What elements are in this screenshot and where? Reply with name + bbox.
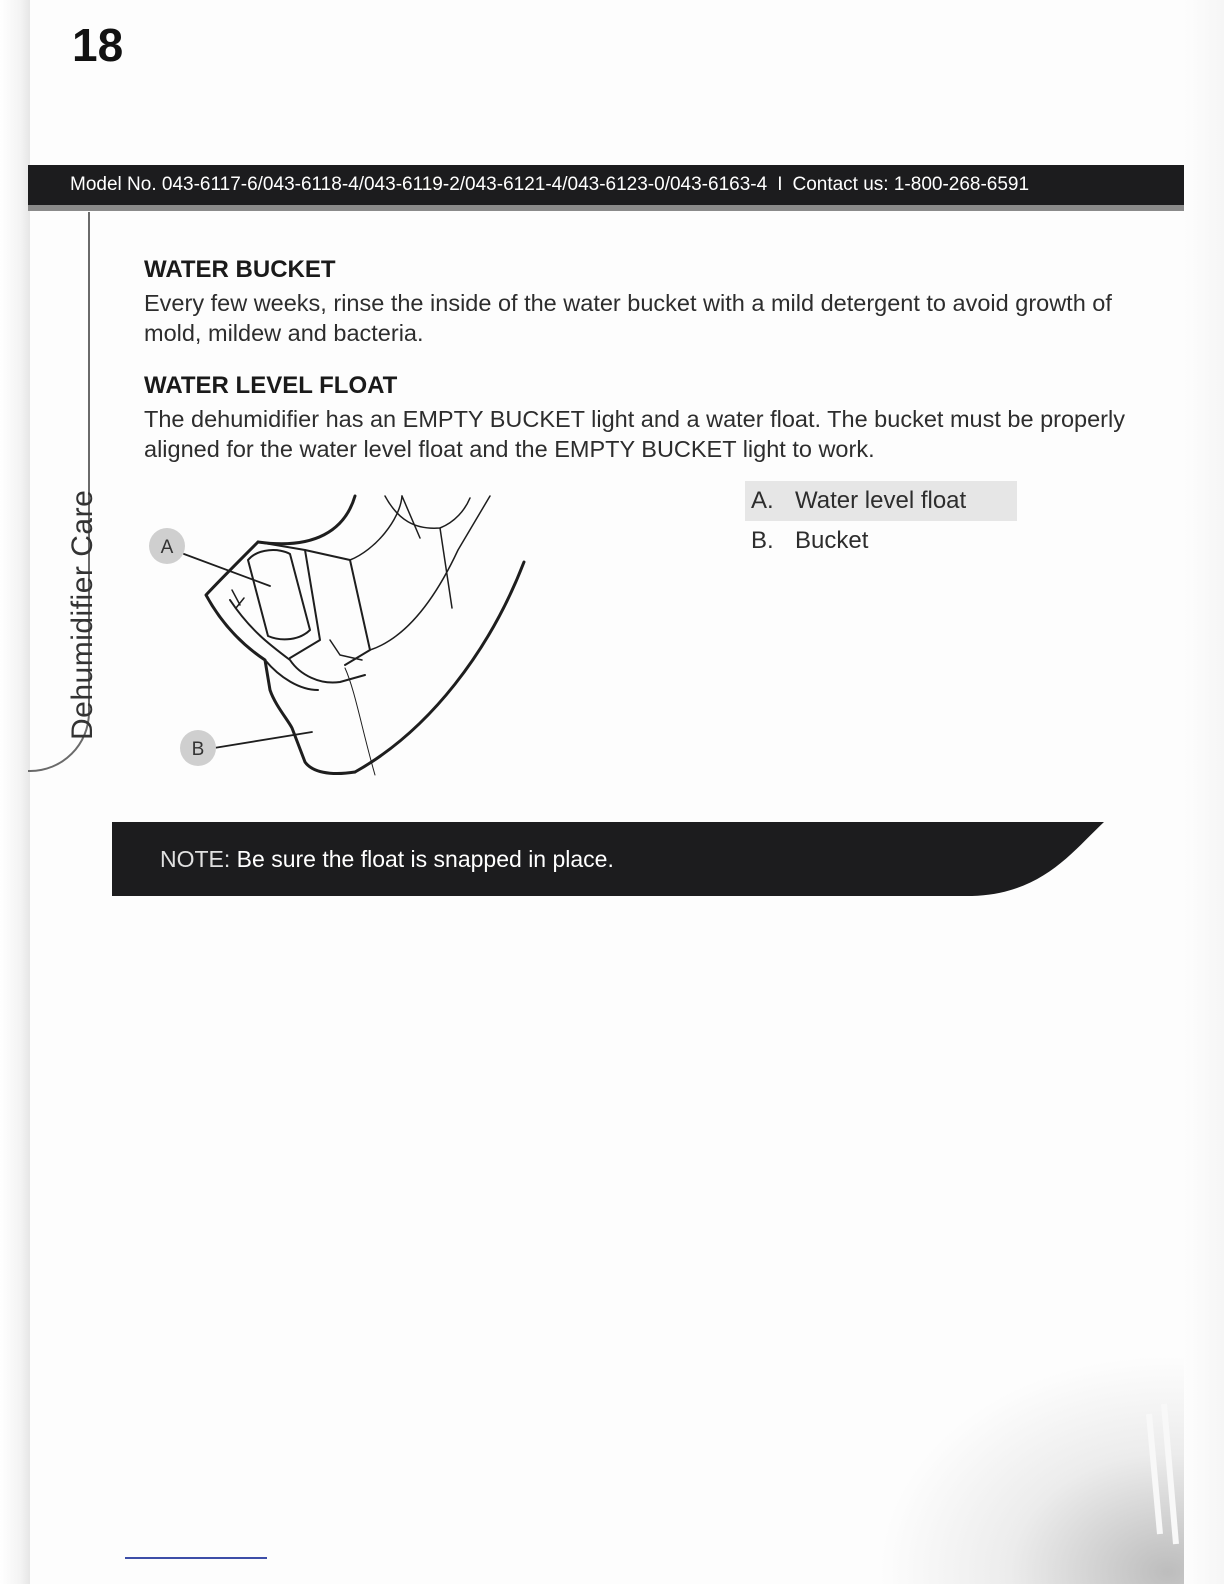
water-bucket-title: WATER BUCKET (144, 256, 336, 283)
legend-item-bucket (745, 521, 1017, 561)
water-level-float-title: WATER LEVEL FLOAT (144, 372, 398, 399)
note-banner (112, 822, 1106, 896)
legend-letter: A. (751, 487, 774, 514)
legend-label: Water level float (795, 487, 967, 514)
header-bar (28, 165, 1184, 211)
corner-decoration (864, 1344, 1184, 1584)
svg-text:B: B (191, 739, 205, 760)
float-bucket-illustration (140, 490, 540, 790)
callout-b (180, 730, 216, 766)
note-message: Be sure the float is snapped in place. (230, 846, 614, 872)
water-bucket-body: Every few weeks, rinse the inside of the water bucket with a mild detergent to avoid growth of mold, mildew and bacteria. (144, 290, 1112, 346)
illustration-legend (745, 481, 1017, 561)
legend-letter: B. (751, 527, 774, 554)
legend-item-water-level-float (745, 481, 1017, 521)
header-text (70, 165, 1029, 205)
callout-a (149, 528, 185, 564)
header-separator: I (777, 174, 783, 195)
svg-text:A: A (160, 537, 174, 558)
legend-label: Bucket (795, 527, 869, 554)
model-number: Model No. 043-6117-6/043-6118-4/043-6119-2/043-6121-4/043-6123-0/043-6163-4 (70, 174, 768, 195)
page-number: 18 (72, 19, 124, 71)
page-left-edge (0, 0, 30, 1584)
page-right-edge (1184, 0, 1224, 1584)
note-text (160, 846, 614, 873)
side-tab-label: Dehumidifier Care (66, 489, 99, 740)
water-level-float-body: The dehumidifier has an EMPTY BUCKET light and a water float. The bucket must be properly aligned for the water level float and the EMPTY BUCKET light to work. (144, 406, 1125, 462)
note-prefix: NOTE: (160, 846, 231, 872)
contact-info: Contact us: 1-800-268-6591 (792, 174, 1030, 195)
footer-line (125, 1557, 267, 1559)
